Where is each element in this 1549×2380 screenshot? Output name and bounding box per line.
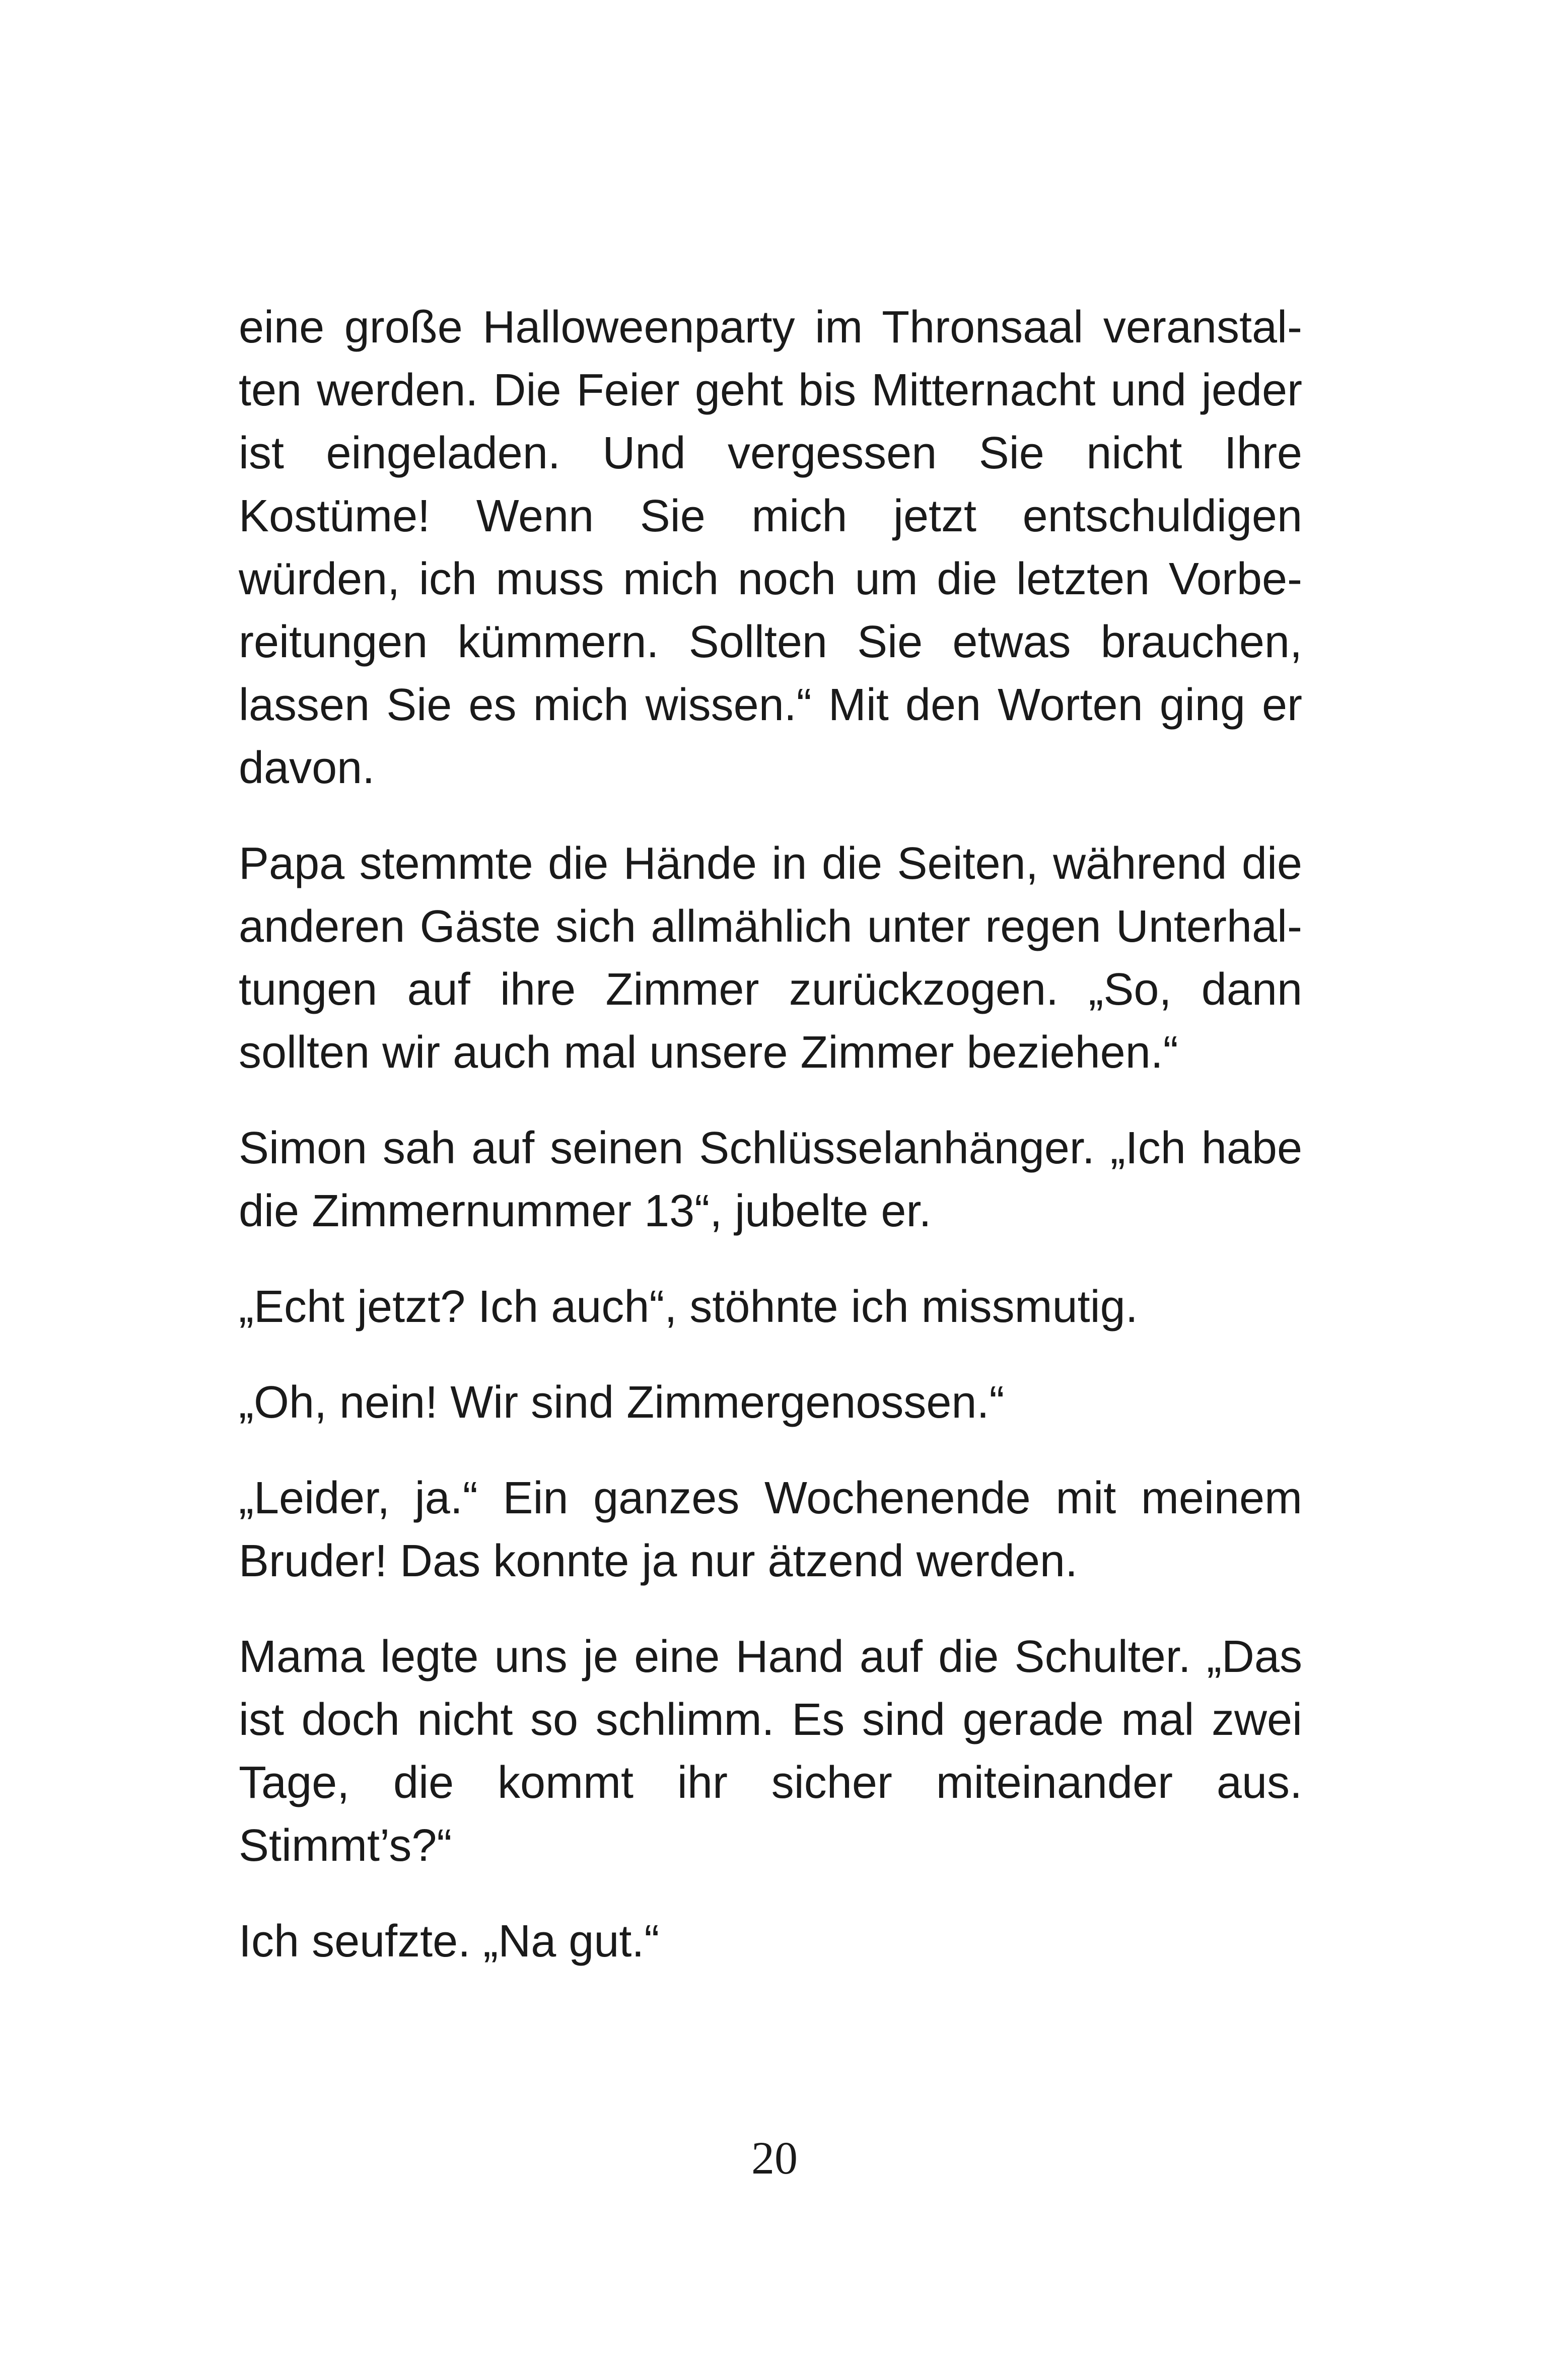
- text-line: davon.: [239, 743, 375, 793]
- text-line: lassen Sie es mich wissen.“ Mit den Worten ging er: [239, 680, 1302, 730]
- text-line: „Oh, nein! Wir sind Zimmergenossen.“: [239, 1377, 1005, 1428]
- text-line: eine große Halloweenparty im Thronsaal veranstal-: [239, 302, 1302, 353]
- paragraph: [239, 1276, 1302, 1339]
- text-line: Bruder! Das konnte ja nur ätzend werden.: [239, 1536, 1078, 1586]
- text-line: Mama legte uns je eine Hand auf die Schulter. „Das: [239, 1632, 1302, 1682]
- text-line: anderen Gäste sich allmählich unter regen Unterhal-: [239, 901, 1302, 952]
- text-line: Simon sah auf seinen Schlüsselanhänger. „Ich habe: [239, 1123, 1302, 1173]
- text-line: tungen auf ihre Zimmer zurückzogen. „So, dann: [239, 964, 1302, 1015]
- text-line: „Leider, ja.“ Ein ganzes Wochenende mit meinem: [239, 1473, 1302, 1523]
- text-line: ist doch nicht so schlimm. Es sind gerade mal zwei: [239, 1695, 1302, 1745]
- paragraph: [239, 1371, 1302, 1434]
- paragraph: [239, 296, 1302, 800]
- paragraph: [239, 1626, 1302, 1877]
- text-line: „Echt jetzt? Ich auch“, stöhnte ich missmutig.: [239, 1282, 1138, 1332]
- text-line: ten werden. Die Feier geht bis Mitternacht und jeder: [239, 365, 1302, 415]
- text-line: Papa stemmte die Hände in die Seiten, während die: [239, 838, 1302, 889]
- page-number: 20: [751, 2132, 798, 2184]
- paragraph: [239, 1910, 1302, 1973]
- body-text: [239, 296, 1302, 2006]
- text-line: würden, ich muss mich noch um die letzten Vorbe-: [239, 554, 1302, 604]
- text-line: ist eingeladen. Und vergessen Sie nicht Ihre: [239, 428, 1302, 478]
- paragraph: [239, 1467, 1302, 1593]
- text-line: Tage, die kommt ihr sicher miteinander aus.: [239, 1758, 1302, 1808]
- paragraph: [239, 1117, 1302, 1243]
- text-line: sollten wir auch mal unsere Zimmer beziehen.“: [239, 1027, 1178, 1078]
- text-line: Ich seufzte. „Na gut.“: [239, 1916, 660, 1967]
- text-line: Kostüme! Wenn Sie mich jetzt entschuldigen: [239, 491, 1302, 541]
- paragraph: [239, 832, 1302, 1084]
- text-line: die Zimmernummer 13“, jubelte er.: [239, 1186, 932, 1236]
- text-line: Stimmt’s?“: [239, 1821, 452, 1871]
- text-line: reitungen kümmern. Sollten Sie etwas brauchen,: [239, 617, 1302, 667]
